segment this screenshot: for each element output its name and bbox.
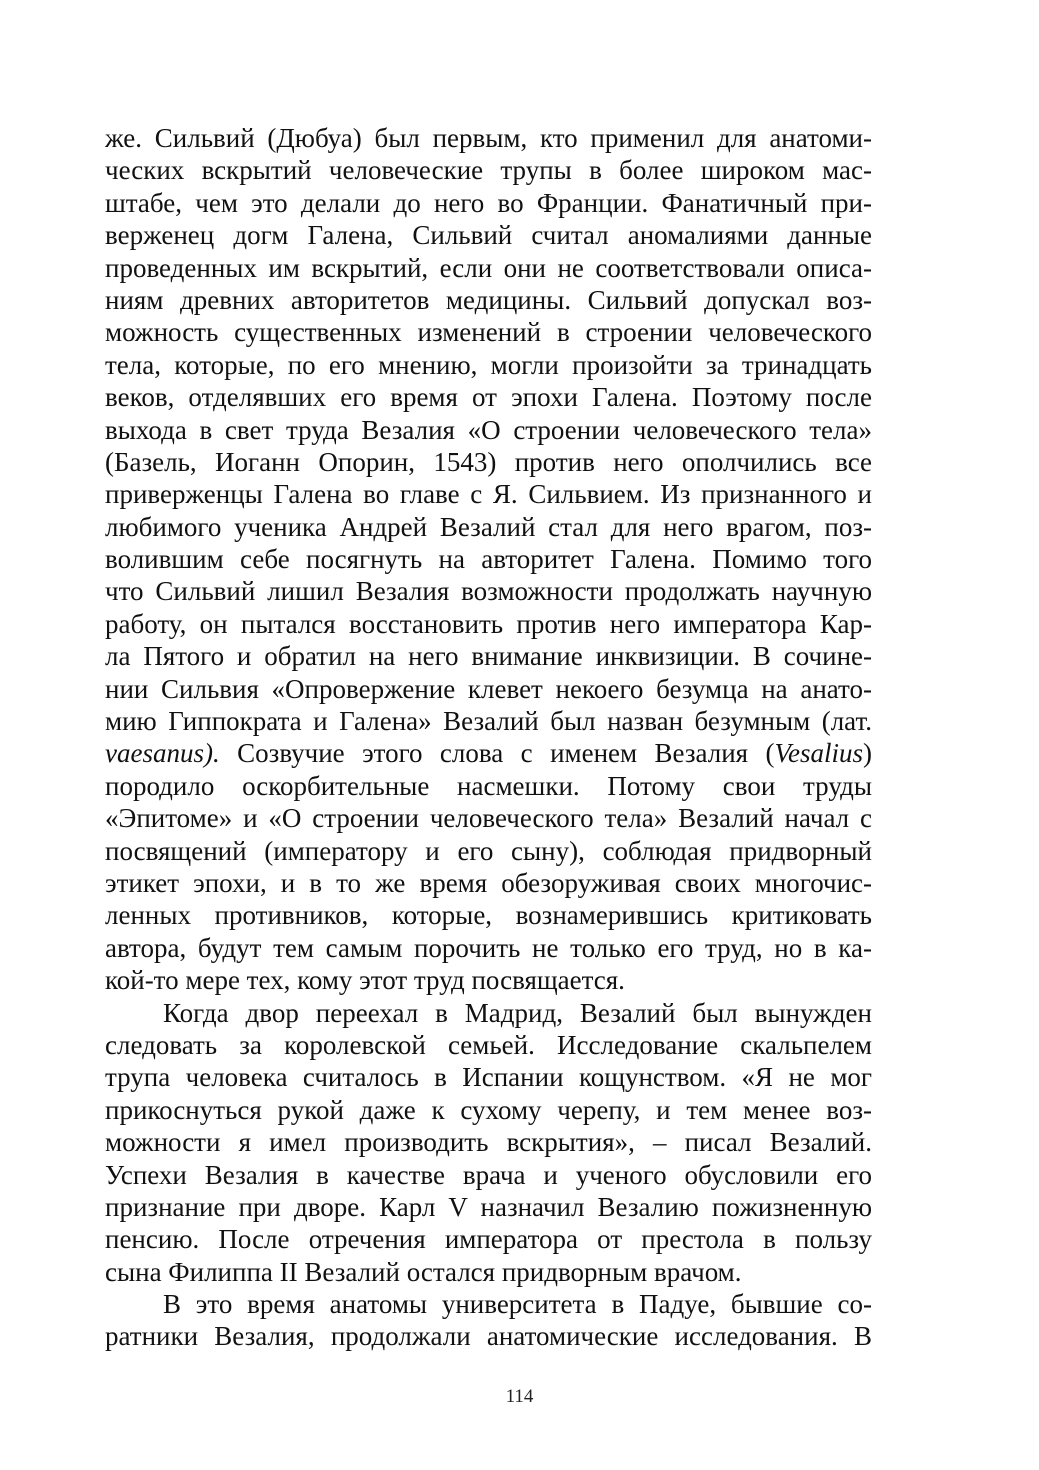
text-line: ниям древних авторитетов медицины. Сильвий допускал воз-: [105, 284, 872, 315]
text-line: выхода в свет труда Везалия «О строении человеческого тела»: [105, 414, 872, 445]
text-line: верженец догм Галена, Сильвий считал аномалиями данные: [105, 220, 872, 251]
latin-name: Vesalius: [774, 738, 863, 769]
paragraph-3: [105, 1288, 872, 1353]
latin-term: vaesanus).: [105, 738, 220, 769]
paragraph-1: [105, 122, 872, 997]
text-line: (Базель, Иоганн Опорин, 1543) против него ополчились все: [105, 446, 872, 477]
text-line: трупа человека считалось в Испании кощунством. «Я не мог: [105, 1062, 872, 1093]
text-line: нии Сильвия «Опровержение клевет некоего безумца на анато-: [105, 673, 872, 704]
text-line: тела, которые, по его мнению, могли произойти за тринадцать: [105, 349, 872, 380]
text-line: штабе, чем это делали до него во Франции. Фанатичный при-: [105, 187, 872, 218]
text-line: посвящений (императору и его сыну), соблюдая придворный: [105, 835, 872, 866]
text-line: этикет эпохи, и в то же время обезоруживая своих многочис-: [105, 867, 872, 898]
text-line: следовать за королевской семьей. Исследование скальпелем: [105, 1029, 872, 1060]
text-line: Когда двор переехал в Мадрид, Везалий был вынужден: [163, 997, 872, 1028]
text-line: «Эпитоме» и «О строении человеческого тела» Везалий начал с: [105, 803, 872, 834]
text-line: любимого ученика Андрей Везалий стал для него врагом, поз-: [105, 511, 872, 542]
page-number: 114: [505, 1386, 534, 1407]
text-line: В это время анатомы университета в Падуе, бывшие со-: [163, 1289, 872, 1320]
text-line: ла Пятого и обратил на него внимание инквизиции. В сочине-: [105, 641, 872, 672]
text-line: можность существенных изменений в строении человеческого: [105, 317, 872, 348]
text-line-mixed: [105, 737, 872, 769]
text-line: что Сильвий лишил Везалия возможности продолжать научную: [105, 576, 872, 607]
text-line: ратники Везалия, продолжали анатомические исследования. В: [105, 1321, 872, 1352]
text-line: ленных противников, которые, вознамерившись критиковать: [105, 900, 872, 931]
text-line: волившим себе посягнуть на авторитет Галена. Помимо того: [105, 544, 872, 575]
text-run: ): [863, 738, 872, 769]
text-line: прикоснуться рукой даже к сухому черепу, и тем менее воз-: [105, 1094, 872, 1125]
text-line: работу, он пытался восстановить против него императора Кар-: [105, 608, 872, 639]
text-run: Созвучие этого слова с именем Везалия (: [219, 738, 775, 769]
text-line: же. Сильвий (Дюбуа) был первым, кто применил для анатоми-: [105, 123, 872, 153]
text-line: признание при дворе. Карл V назначил Везалию пожизненную: [105, 1191, 872, 1222]
document-page: [105, 122, 872, 1353]
text-line: можности я имел производить вскрытия», – писал Везалий.: [105, 1127, 872, 1158]
text-line: сына Филиппа II Везалий остался придворным врачом.: [105, 1256, 742, 1287]
text-line: ческих вскрытий человеческие трупы в более широком мас-: [105, 155, 872, 186]
text-line: породило оскорбительные насмешки. Потому свои труды: [105, 770, 872, 801]
text-line: приверженцы Галена во главе с Я. Сильвием. Из признанного и: [105, 479, 872, 510]
text-line: проведенных им вскрытий, если они не соответствовали описа-: [105, 252, 872, 283]
text-line: пенсию. После отречения императора от престола в пользу: [105, 1224, 872, 1255]
text-line: веков, отделявших его время от эпохи Галена. Поэтому после: [105, 382, 872, 413]
text-line: автора, будут тем самым порочить не только его труд, но в ка-: [105, 932, 872, 963]
text-line: кой-то мере тех, кому этот труд посвящается.: [105, 965, 625, 996]
paragraph-2: [105, 997, 872, 1289]
text-line: мию Гиппократа и Галена» Везалий был назван безумным (лат.: [105, 706, 872, 737]
text-line: Успехи Везалия в качестве врача и ученого обусловили его: [105, 1159, 872, 1190]
